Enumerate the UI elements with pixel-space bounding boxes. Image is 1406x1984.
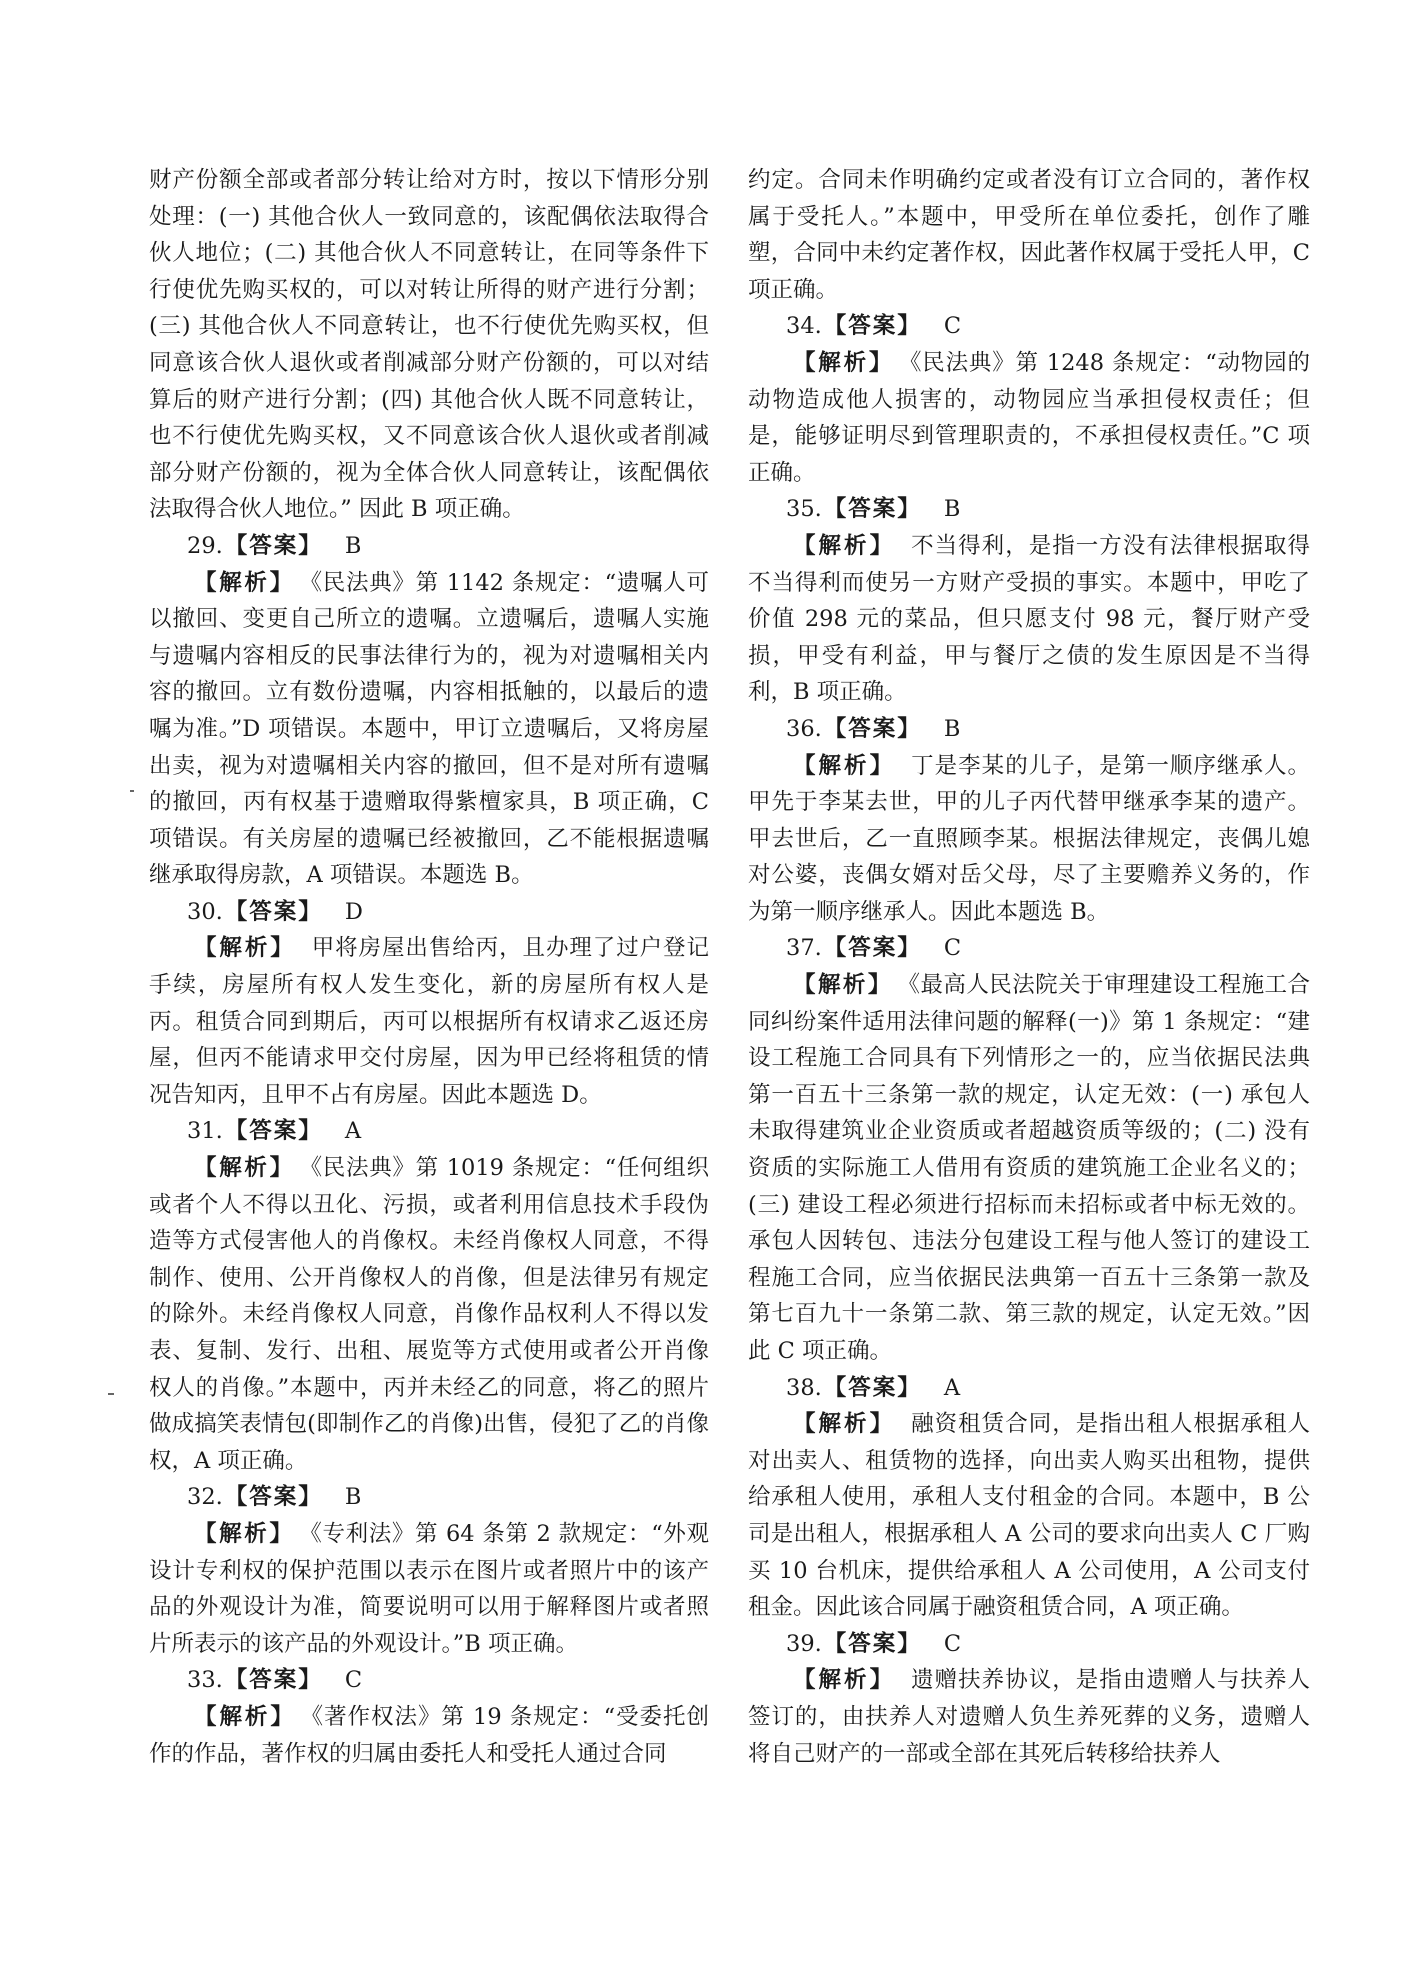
answer-item	[149, 1113, 709, 1479]
answer-item	[748, 491, 1310, 711]
answer-line	[748, 308, 1310, 345]
analysis-text: 《民法典》第 1248 条规定：“动物园的动物造成他人损害的，动物园应当承担侵权责任；但是，能够证明尽到管理职责的，不承担侵权责任。”C 项正确。	[748, 349, 1310, 486]
answer-line	[748, 711, 1310, 748]
question-number: 32.	[187, 1484, 223, 1511]
analysis-tag: 【解析】	[793, 1411, 896, 1438]
answer-item	[748, 930, 1310, 1369]
analysis-tag: 【解析】	[194, 1155, 295, 1182]
answer-item	[748, 308, 1310, 491]
answer-item	[149, 894, 709, 1114]
answer-item	[748, 1626, 1310, 1772]
answer-tag: 【答案】	[823, 715, 922, 742]
question-number: 30.	[187, 898, 223, 925]
scan-mark	[108, 1393, 114, 1395]
answer-line	[748, 1370, 1310, 1407]
analysis-text: 不当得利，是指一方没有法律根据取得不当得利而使另一方财产受损的事实。本题中，甲吃了价值 298 元的菜品，但只愿支付 98 元，餐厅财产受损，甲受有利益，甲与餐厅之债的发生原因是不当得利，B 项正确。	[748, 532, 1310, 706]
analysis-tag: 【解析】	[194, 569, 295, 596]
answer-tag: 【答案】	[823, 496, 922, 523]
analysis-paragraph	[748, 528, 1310, 711]
analysis-paragraph	[149, 1699, 709, 1772]
answer-value: B	[344, 532, 362, 559]
answer-value: B	[344, 1484, 362, 1511]
answer-value: D	[344, 898, 363, 925]
analysis-tag: 【解析】	[194, 1703, 296, 1730]
question-number: 36.	[786, 715, 822, 742]
answer-tag: 【答案】	[823, 935, 922, 962]
question-number: 34.	[786, 313, 822, 340]
analysis-tag: 【解析】	[793, 349, 895, 376]
analysis-paragraph	[748, 1406, 1310, 1626]
answer-tag: 【答案】	[823, 1630, 922, 1657]
answer-line	[748, 491, 1310, 528]
analysis-tag: 【解析】	[793, 532, 896, 559]
answer-value: A	[344, 1118, 362, 1145]
answer-line	[748, 930, 1310, 967]
analysis-text: 《最高人民法院关于审理建设工程施工合同纠纷案件适用法律问题的解释(一)》第 1 条规定：“建设工程施工合同具有下列情形之一的，应当依据民法典第一百五十三条第一款的规定，认定无效：(一) 承包人未取得建筑业企业资质或者超越资质等级的；(二) 没有资质的实际施工人借用有资质的建筑施工企业名义的；(三) 建设工程必须进行招标而未招标或者中标无效的。承包人因转包、违法分包建设工程与他人签订的建设工程施工合同，应当依据民法典第一百五十三条第一款及第七百九十一条第二款、第三款的规定，认定无效。”因此 C 项正确。	[748, 972, 1310, 1364]
answer-tag: 【答案】	[823, 1374, 922, 1401]
answer-value: C	[943, 313, 962, 340]
analysis-text: 遗赠扶养协议，是指由遗赠人与扶养人签订的，由扶养人对遗赠人负生养死葬的义务，遗赠人将自己财产的一部或全部在其死后转移给扶养人	[748, 1667, 1310, 1767]
answer-line	[748, 1626, 1310, 1663]
answer-item	[748, 1370, 1310, 1626]
answer-item	[149, 1479, 709, 1662]
analysis-paragraph	[748, 967, 1310, 1370]
question-number: 31.	[187, 1118, 223, 1145]
left-column	[149, 162, 709, 1772]
analysis-paragraph	[149, 1150, 709, 1479]
analysis-paragraph	[149, 565, 709, 894]
analysis-text: 融资租赁合同，是指出租人根据承租人对出卖人、租赁物的选择，向出卖人购买出租物，提供给承租人使用，承租人支付租金的合同。本题中，B 公司是出租人，根据承租人 A 公司的要求向出卖人 C 厂购买 10 台机床，提供给承租人 A 公司使用，A 公司支付租金。因此该合同属于融资租赁合同，A 项正确。	[748, 1411, 1310, 1621]
answer-line	[149, 894, 709, 931]
question-number: 38.	[786, 1374, 822, 1401]
analysis-text: 《著作权法》第 19 条规定：“受委托创作的作品，著作权的归属由委托人和受托人通过合同	[149, 1703, 709, 1767]
right-intro-paragraph: 约定。合同未作明确约定或者没有订立合同的，著作权属于受托人。”本题中，甲受所在单位委托，创作了雕塑，合同中未约定著作权，因此著作权属于受托人甲，C 项正确。	[748, 167, 1310, 303]
right-column	[748, 162, 1310, 1772]
analysis-tag: 【解析】	[194, 935, 296, 962]
answer-tag: 【答案】	[224, 1667, 323, 1694]
analysis-paragraph	[748, 748, 1310, 931]
analysis-paragraph	[149, 930, 709, 1113]
analysis-paragraph	[748, 345, 1310, 491]
answer-value: A	[943, 1374, 961, 1401]
analysis-tag: 【解析】	[793, 752, 896, 779]
question-number: 29.	[187, 532, 223, 559]
answer-tag: 【答案】	[224, 1484, 323, 1511]
question-number: 37.	[786, 935, 822, 962]
answer-value: C	[943, 935, 962, 962]
analysis-text: 丁是李某的儿子，是第一顺序继承人。甲先于李某去世，甲的儿子丙代替甲继承李某的遗产。甲去世后，乙一直照顾李某。根据法律规定，丧偶儿媳对公婆，丧偶女婿对岳父母，尽了主要赡养义务的，作为第一顺序继承人。因此本题选 B。	[748, 752, 1310, 925]
question-number: 33.	[187, 1667, 223, 1694]
answer-line	[149, 1113, 709, 1150]
answer-value: C	[943, 1630, 962, 1657]
answer-item	[748, 711, 1310, 931]
left-intro-paragraph: 财产份额全部或者部分转让给对方时，按以下情形分别处理：(一) 其他合伙人一致同意的，该配偶依法取得合伙人地位；(二) 其他合伙人不同意转让，在同等条件下行使优先购买权的，可以对转让所得的财产进行分割；(三) 其他合伙人不同意转让，也不行使优先购买权，但同意该合伙人退伙或者削减部分财产份额的，可以对结算后的财产进行分割；(四) 其他合伙人既不同意转让，也不行使优先购买权，又不同意该合伙人退伙或者削减部分财产份额的，视为全体合伙人同意转让，该配偶依法取得合伙人地位。” 因此 B 项正确。	[149, 167, 709, 523]
answer-tag: 【答案】	[224, 532, 323, 559]
answer-tag: 【答案】	[224, 898, 323, 925]
answer-line	[149, 528, 709, 565]
answer-value: B	[943, 496, 961, 523]
analysis-tag: 【解析】	[194, 1520, 295, 1547]
analysis-paragraph	[748, 1662, 1310, 1772]
answer-tag: 【答案】	[823, 313, 922, 340]
scan-mark	[130, 790, 134, 792]
answer-tag: 【答案】	[224, 1118, 323, 1145]
answer-line	[149, 1662, 709, 1699]
answer-item	[149, 1662, 709, 1772]
analysis-tag: 【解析】	[793, 972, 893, 999]
answer-line	[149, 1479, 709, 1516]
analysis-text: 《专利法》第 64 条第 2 款规定：“外观设计专利权的保护范围以表示在图片或者照片中的该产品的外观设计为准，简要说明可以用于解释图片或者照片所表示的该产品的外观设计。”B 项正确。	[149, 1520, 709, 1657]
analysis-text: 甲将房屋出售给丙，且办理了过户登记手续，房屋所有权人发生变化，新的房屋所有权人是丙。租赁合同到期后，丙可以根据所有权请求乙返还房屋，但丙不能请求甲交付房屋，因为甲已经将租赁的情况告知丙，且甲不占有房屋。因此本题选 D。	[149, 935, 709, 1108]
answer-value: B	[943, 715, 961, 742]
answer-value: C	[344, 1667, 363, 1694]
answer-item	[149, 528, 709, 894]
question-number: 39.	[786, 1630, 822, 1657]
analysis-text: 《民法典》第 1142 条规定：“遗嘱人可以撤回、变更自己所立的遗嘱。立遗嘱后，遗嘱人实施与遗嘱内容相反的民事法律行为的，视为对遗嘱相关内容的撤回。立有数份遗嘱，内容相抵触的，以最后的遗嘱为准。”D 项错误。本题中，甲订立遗嘱后，又将房屋出卖，视为对遗嘱相关内容的撤回，但不是对所有遗嘱的撤回，丙有权基于遗赠取得紫檀家具，B 项正确，C 项错误。有关房屋的遗嘱已经被撤回，乙不能根据遗嘱继承取得房款，A 项错误。本题选 B。	[149, 569, 709, 889]
question-number: 35.	[786, 496, 822, 523]
analysis-tag: 【解析】	[793, 1667, 896, 1694]
analysis-paragraph	[149, 1516, 709, 1662]
analysis-text: 《民法典》第 1019 条规定：“任何组织或者个人不得以丑化、污损，或者利用信息技术手段伪造等方式侵害他人的肖像权。未经肖像权人同意，不得制作、使用、公开肖像权人的肖像，但是法律另有规定的除外。未经肖像权人同意，肖像作品权利人不得以发表、复制、发行、出租、展览等方式使用或者公开肖像权人的肖像。”本题中，丙并未经乙的同意，将乙的照片做成搞笑表情包(即制作乙的肖像)出售，侵犯了乙的肖像权，A 项正确。	[149, 1155, 709, 1474]
